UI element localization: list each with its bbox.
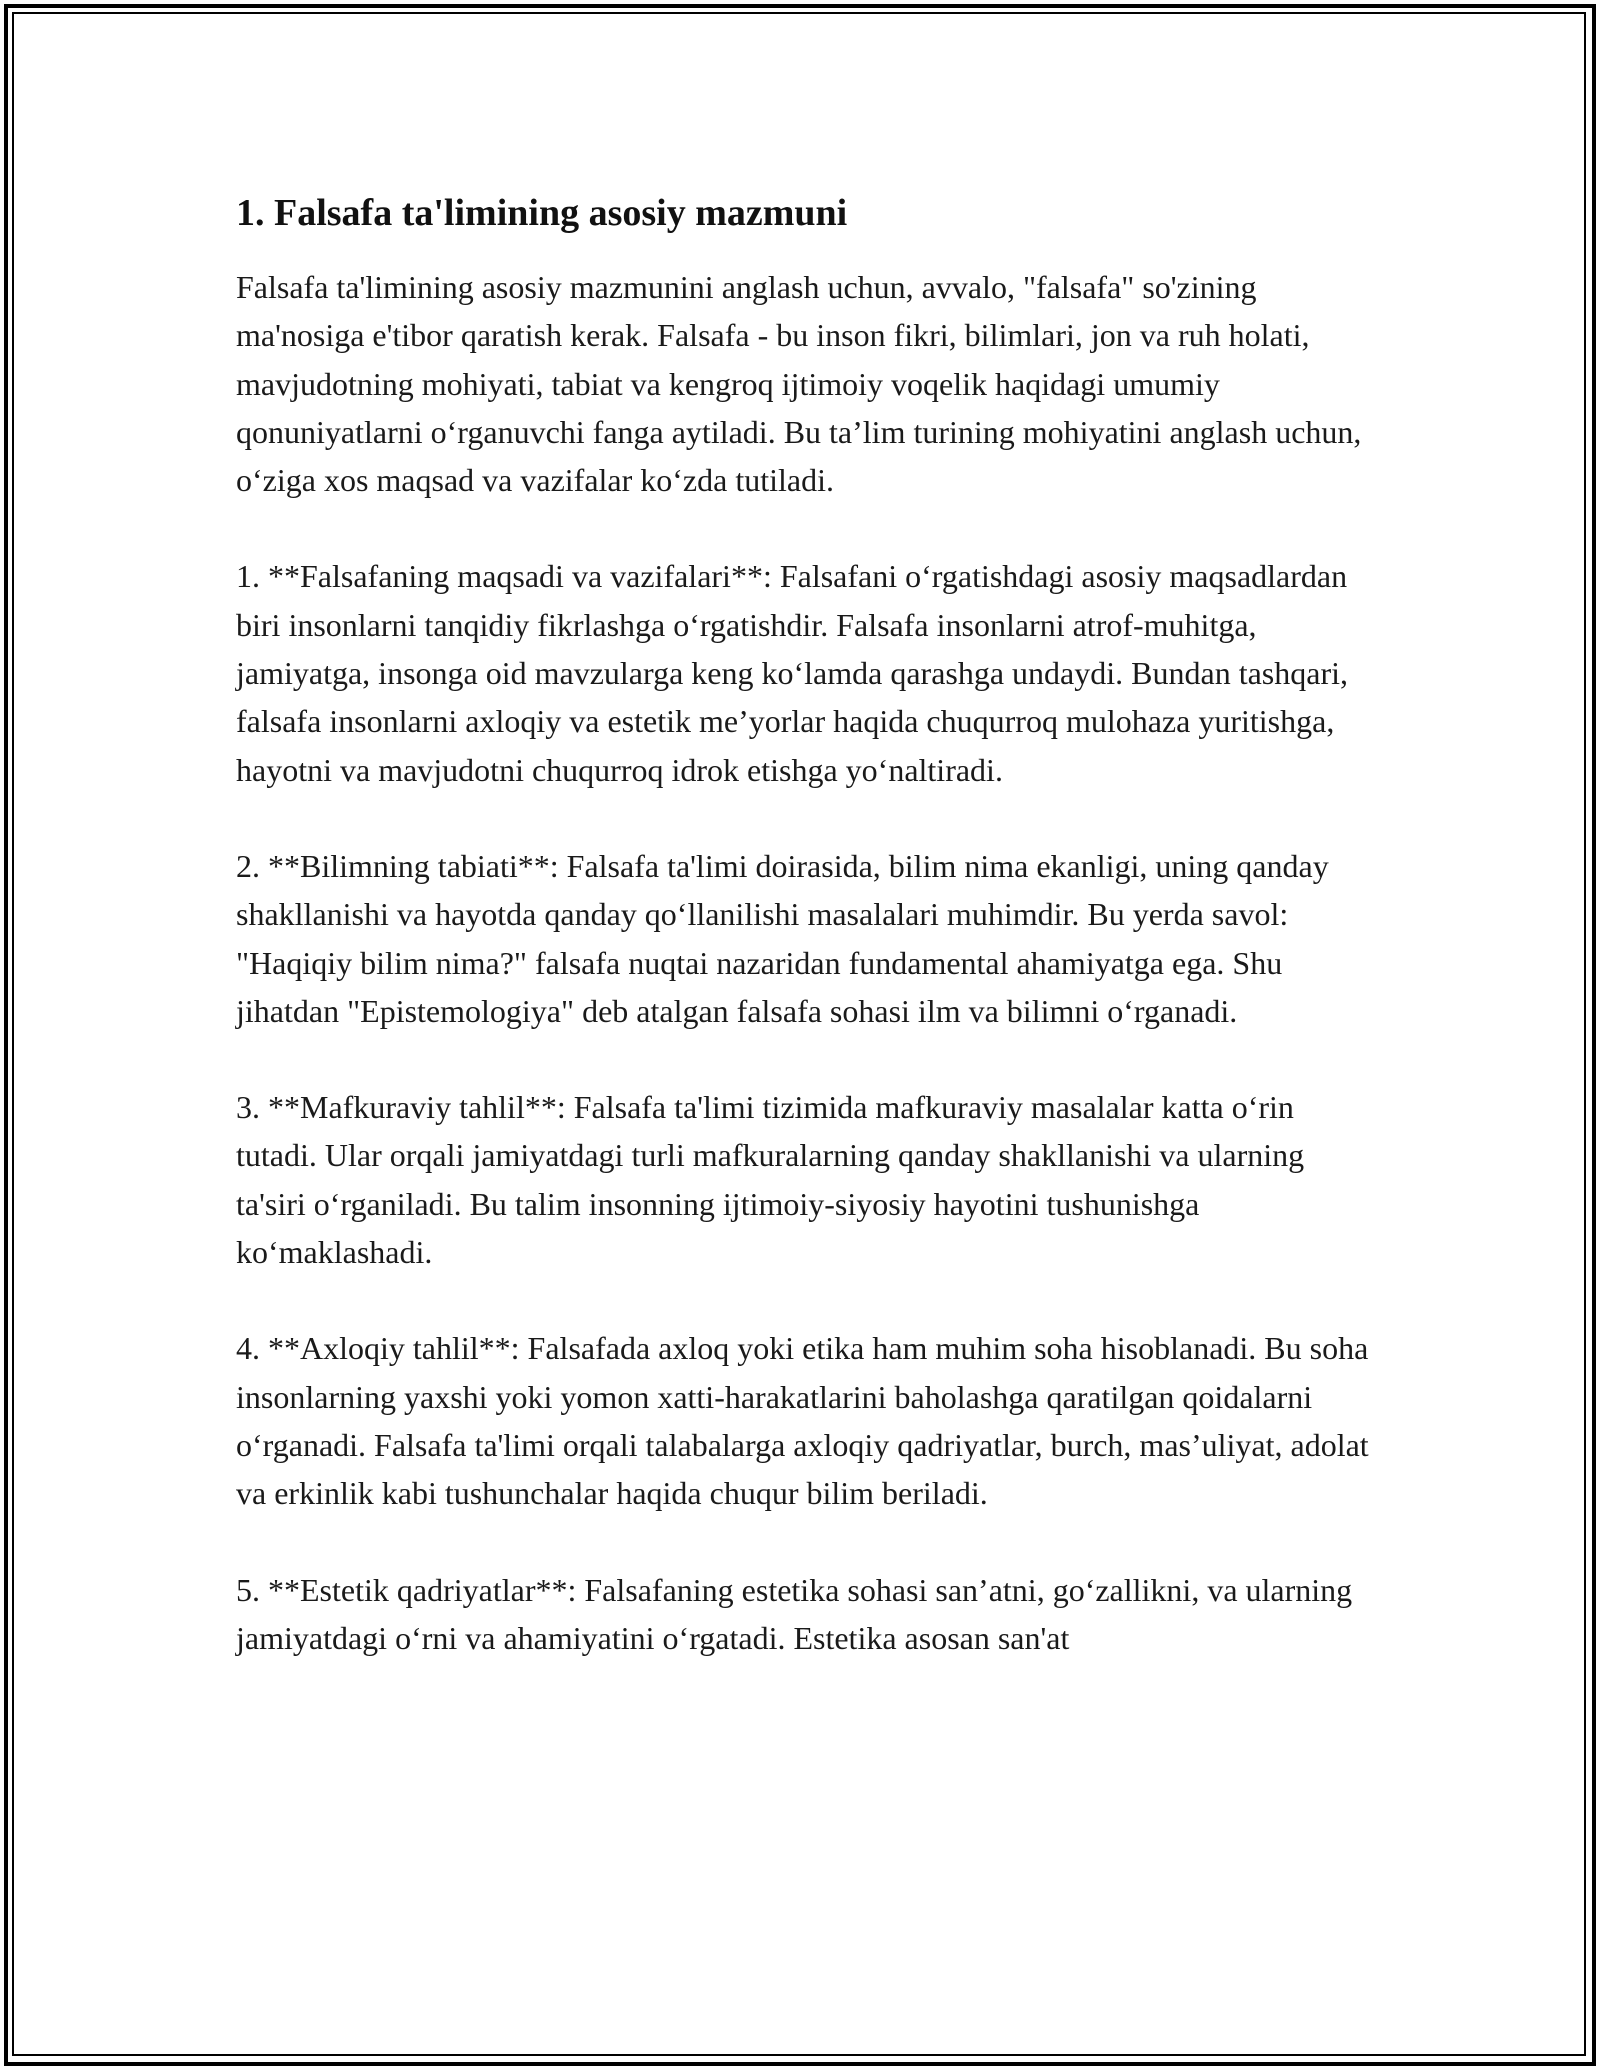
list-item-aesthetics: 5. **Estetik qadriyatlar**: Falsafaning estetika sohasi san’atni, go‘zallikni, va ularning jamiyatdagi o‘rni va ahamiyatini o‘rgatadi. Estetika asosan san'at — [236, 1571, 1353, 1656]
section-heading: 1. Falsafa ta'limining asosiy mazmuni — [236, 192, 848, 234]
list-item-ideology: 3. **Mafkuraviy tahlil**: Falsafa ta'limi tizimida mafkuraviy masalalar katta o‘rin tutadi. Ular orqali jamiyatdagi turli mafkuralarning qanday shakllanishi va ularning ta'siri o‘rganiladi. Bu talim insonning ijtimoiy-siyosiy hayotini tushunishga ko‘maklashadi. — [236, 1089, 1305, 1271]
list-item-ethics: 4. **Axloqiy tahlil**: Falsafada axloq yoki etika ham muhim soha hisoblanadi. Bu soha insonlarning yaxshi yoki yomon xatti-harakatlarini baholashga qaratilgan qoidalarni o‘rganadi. Falsafa ta'limi orqali talabalarga axloqiy qadriyatlar, burch, mas’uliyat, adolat va erkinlik kabi tushunchalar haqida chuqur bilim beriladi. — [236, 1330, 1369, 1512]
intro-paragraph: Falsafa ta'limining asosiy mazmunini anglash uchun, avvalo, "falsafa" so'zining ma'nosiga e'tibor qaratish kerak. Falsafa - bu inson fikri, bilimlari, jon va ruh holati, mavjudotning mohiyati, tabiat va kengroq ijtimoiy voqelik haqidagi umumiy qonuniyatlarni o‘rganuvchi fanga aytiladi. Bu ta’lim turining mohiyatini anglash uchun, o‘ziga xos maqsad va vazifalar ko‘zda tutiladi. — [236, 269, 1362, 499]
list-item-knowledge: 2. **Bilimning tabiati**: Falsafa ta'limi doirasida, bilim nima ekanligi, uning qanday shakllanishi va hayotda qanday qo‘llanilishi masalalari muhimdir. Bu yerda savol: "Haqiqiy bilim nima?" falsafa nuqtai nazaridan fundamental ahamiyatga ega. Shu jihatdan "Epistemologiya" deb atalgan falsafa sohasi ilm va bilimni o‘rganadi. — [236, 847, 1329, 1029]
document-body — [236, 183, 1376, 1662]
list-item-goals: 1. **Falsafaning maqsadi va vazifalari**: Falsafani o‘rgatishdagi asosiy maqsadlardan biri insonlarni tanqidiy fikrlashga o‘rgatishdir. Falsafa insonlarni atrof-muhitga, jamiyatga, insonga oid mavzularga keng ko‘lamda qarashga undaydi. Bundan tashqari, falsafa insonlarni axloqiy va estetik me’yorlar haqida chuqurroq mulohaza yuritishga, hayotni va mavjudotni chuqurroq idrok etishga yo‘naltiradi. — [236, 558, 1348, 788]
